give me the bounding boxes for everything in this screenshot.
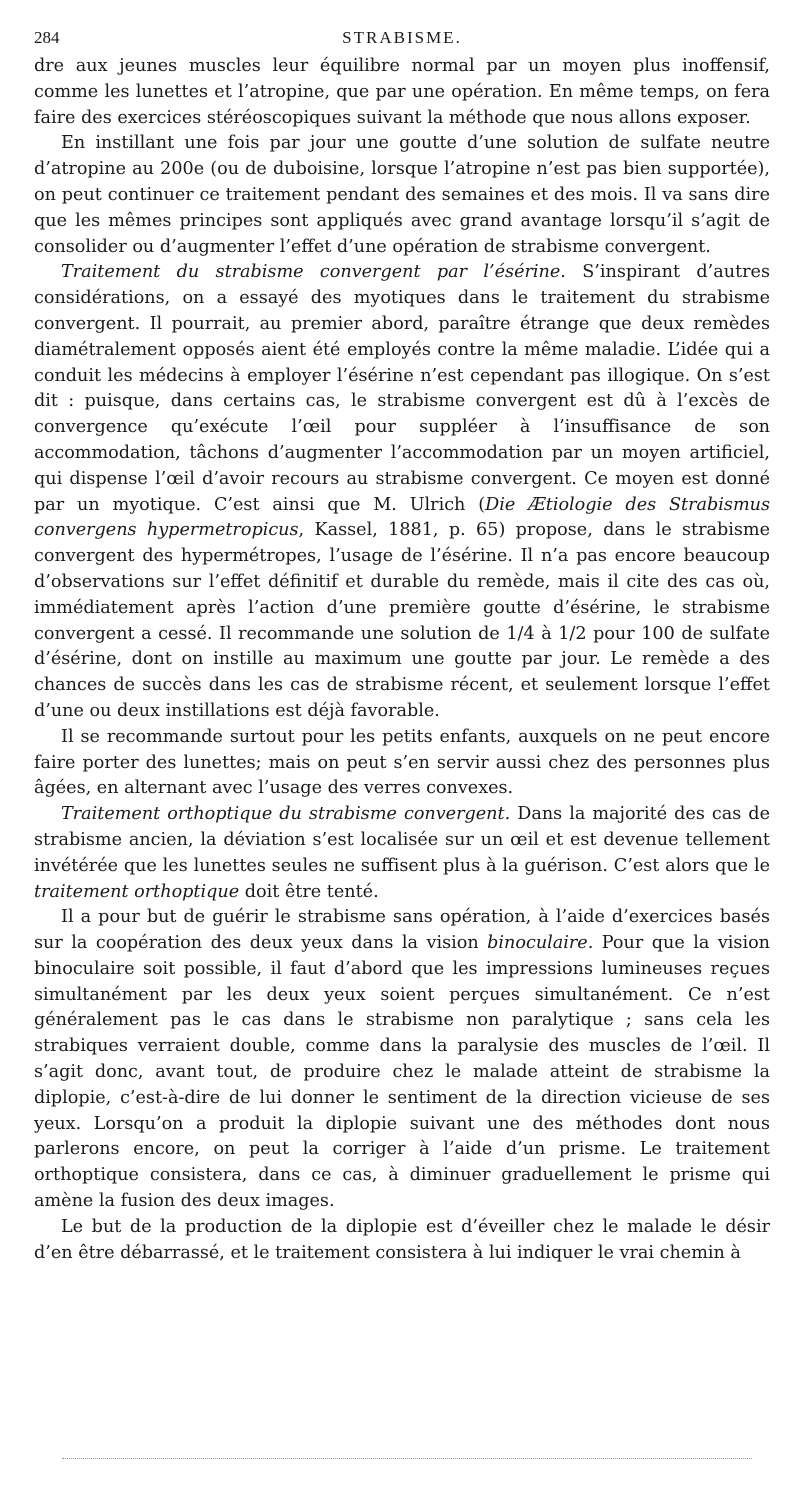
paragraph-text: dre aux jeunes muscles leur équilibre normal par un moyen plus inoffensif, comme les lunettes et l’atropine, que par une opération. En même temps, on fera faire des exercices stéréoscopiques suivant la méthode que nous allons exposer. [34,56,770,128]
running-title: STRABISME. [342,28,462,47]
paragraph-text: En instillant une fois par jour une goutte d’une solution de sulfate neutre d’atropine au 200e (ou de duboisine, lorsque l’atropine n’est pas bien supportée), on peut continuer ce traitement pendant des semaines et des mois. Il va sans dire que les mêmes principes sont appliqués avec grand avantage lorsqu’il s’agit de consolider ou d’augmenter l’effet d’une opération de strabisme convergent. [34,133,770,257]
paragraph-orthoptic-treatment [34,802,770,905]
paragraph-children-recommendation [34,725,770,802]
paragraph-text: Il se recommande surtout pour les petits enfants, auxquels on ne peut encore faire porter des lunettes; mais on peut s’en servir aussi chez des personnes plus âgées, en alternant avec l’usage des verres convexes. [34,726,770,799]
page-number: 284 [34,28,60,47]
section-lead-eserine: Traitement du strabisme convergent par l’ésérine. [61,262,583,283]
paragraph-text-post: Pour que la vision binoculaire soit possible, il faut d’abord que les impressions lumineuses reçues simultanément par les deux yeux soient perçues simultanément. Ce n’est généralement pas le cas dans le strabisme non paralytique ; sans cela les strabiques verraient double, comme dans la paralysie des muscles de l’œil. Il s’agit donc, avant tout, de produire chez le malade atteint de strabisme la diplopie, c’est-à-dire de lui donner le sentiment de la direction vicieuse de ses yeux. Lorsqu’on a produit la diplopie suivant une des méthodes dont nous parlerons encore, on peut la corriger à l’aide d’un prisme. Le traitement orthoptique consistera, dans ce cas, à diminuer graduellement le prisme qui amène la fusion des deux images. [34,933,770,1212]
paragraph-binocular-vision [34,905,770,1215]
paragraph-text-citation-pre: C’est ainsi que M. Ulrich ( [213,494,486,515]
book-page [34,28,770,1266]
emphasized-term: binoculaire. [487,933,594,954]
citation-title: Die Ætiologie des Strabismus convergens hypermetropicus [34,494,770,541]
paragraph-continuation [34,54,770,131]
paragraph-atropine-instillation [34,131,770,260]
body-text [34,54,770,1266]
emphasized-term: traitement orthoptique [34,881,240,902]
paragraph-diplopia-goal [34,1215,770,1267]
page-bottom-rule [62,1458,752,1459]
paragraph-text-pre: Il a pour but de guérir le strabisme sans opération, à l’aide d’exercices basés sur la coopération des deux yeux dans la vision [34,907,770,954]
paragraph-text-pre: Dans la majorité des cas de strabisme ancien, la déviation s’est localisée sur un œil et est devenue tellement invétérée que les lunettes seules ne suffisent plus à la guérison. C’est alors que le [34,804,770,876]
paragraph-eserine-treatment [34,260,770,724]
running-head [34,28,770,54]
paragraph-text-citation-post: , Kassel, 1881, p. 65) propose, dans le strabisme convergent des hypermétropes, l’usage de l’ésérine. Il n’a pas encore beaucoup d’observations sur l’effet définitif et durable du remède, mais il cite des cas où, immédiatement après l’action d’une première goutte d’ésérine, le strabisme convergent a cessé. Il recommande une solution de 1/4 à 1/2 pour 100 de sulfate d’ésérine, dont on instille au maximum une goutte par jour. Le remède a des chances de succès dans les cas de strabisme récent, et seulement lorsque l’effet d’une ou deux instillations est déjà favorable. [34,520,770,721]
paragraph-text: S’inspirant d’autres considérations, on a essayé des myotiques dans le traitement du strabisme convergent. Il pourrait, au premier abord, paraître étrange que deux remèdes diamétralement opposés aient été employés contre la même maladie. L’idée qui a conduit les médecins à employer l’ésérine n’est cependant pas illogique. On s’est dit : puisque, dans certains cas, le strabisme convergent est dû à l’excès de convergence qu’exécute l’œil pour suppléer à l’insuffisance de son accommodation, tâchons d’augmenter l’accommodation par un moyen artificiel, qui dispense l’œil d’avoir recours au strabisme convergent. Ce moyen est donné par un myotique. [34,262,770,515]
section-lead-orthoptic: Traitement orthoptique du strabisme convergent. [61,804,518,825]
paragraph-text: Le but de la production de la diplopie est d’éveiller chez le malade le désir d’en être débarrassé, et le traitement consistera à lui indiquer le vrai chemin à [34,1216,770,1263]
paragraph-text-post: doit être tenté. [239,881,379,902]
